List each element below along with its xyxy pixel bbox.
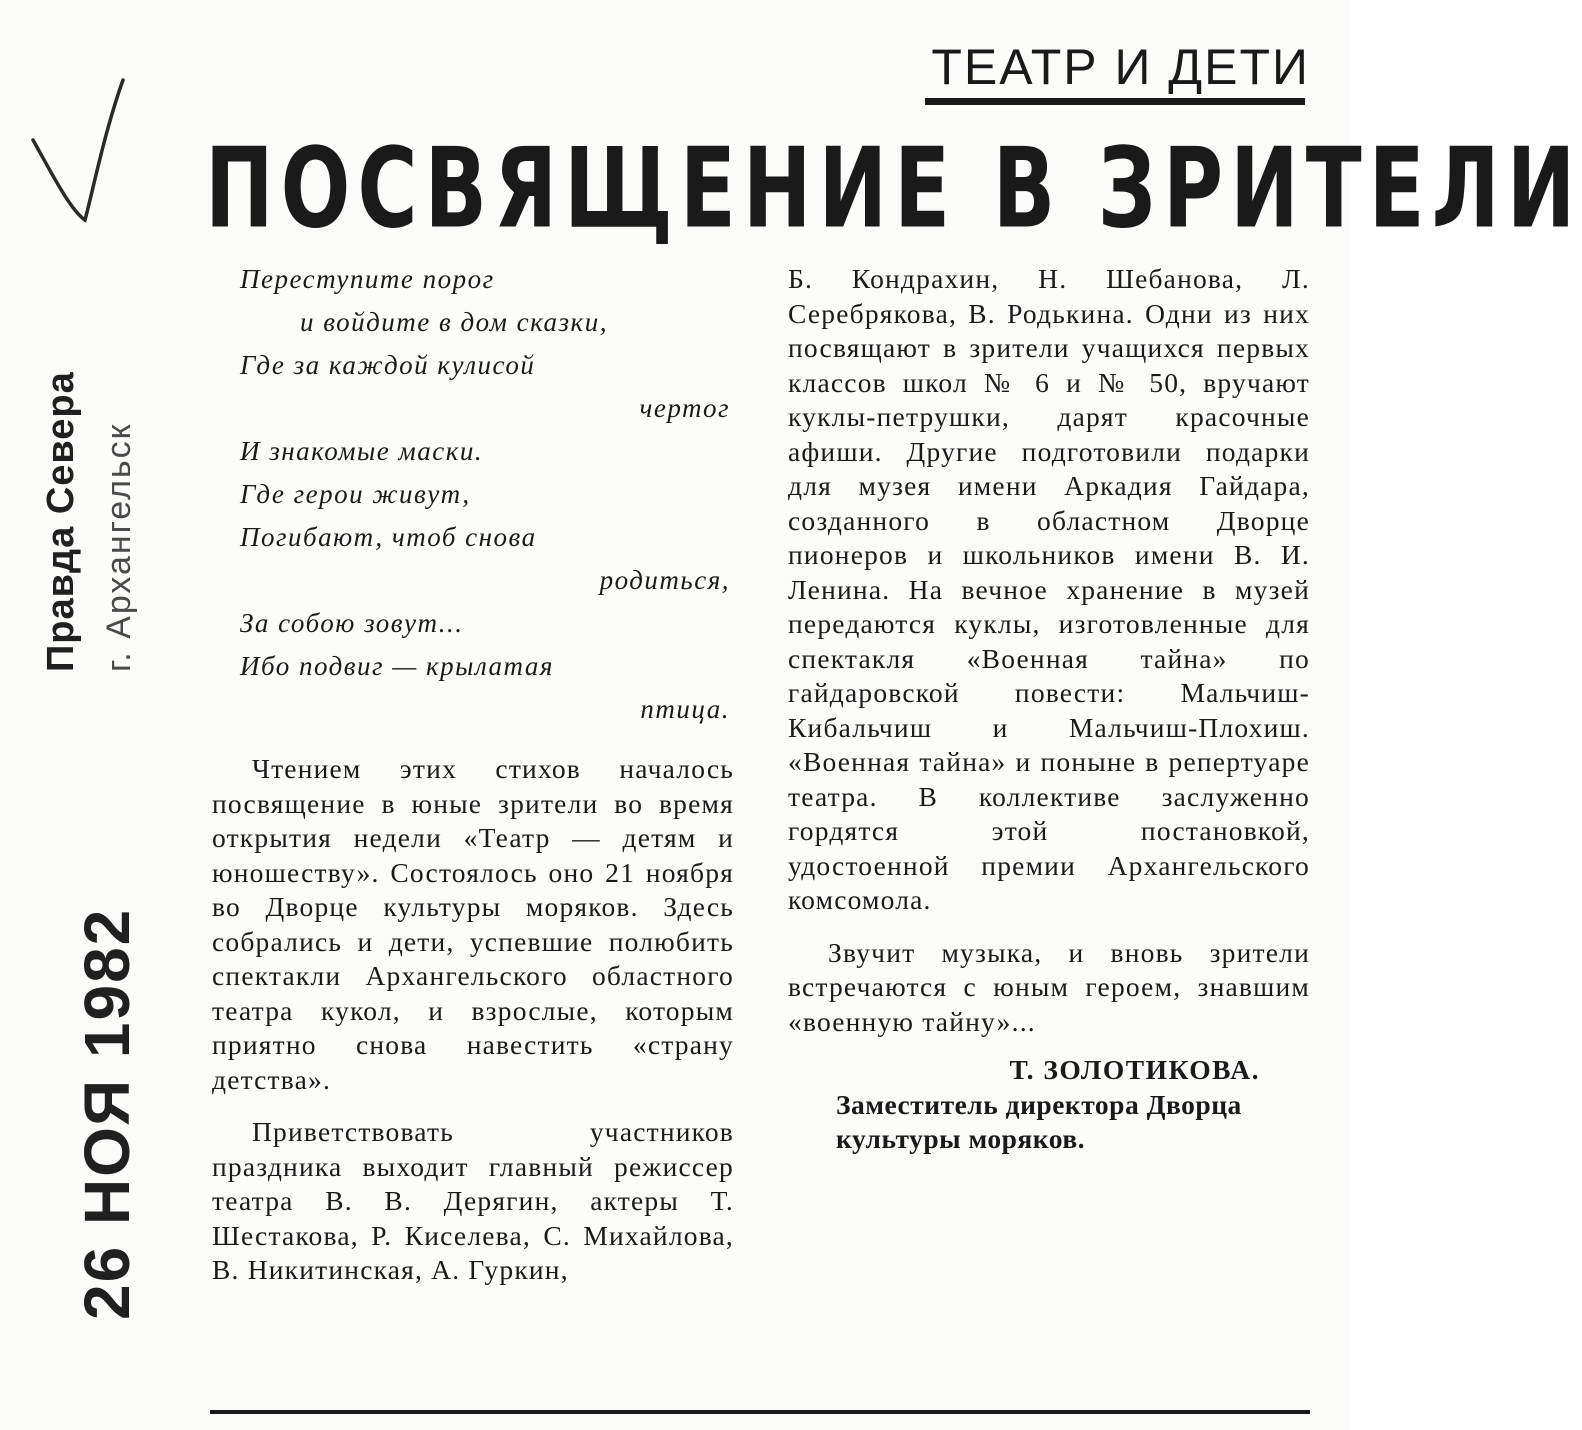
- rubric-title: ТЕАТР И ДЕТИ: [931, 39, 1310, 95]
- poem-line: Погибают, чтоб снова: [240, 522, 537, 552]
- poem-line: родиться,: [599, 565, 730, 595]
- bottom-divider: [210, 1410, 1310, 1414]
- newspaper-name-stamp: Правда Севера: [40, 371, 82, 672]
- date-stamp: 26 НОЯ 1982: [71, 907, 143, 1320]
- handwritten-checkmark: [25, 70, 125, 220]
- epigraph-poem: [240, 258, 730, 731]
- article-paragraph: Б. Кондрахин, Н. Шебанова, Л. Серебрякова, В. Родькина. Одни из них посвящают в зрители учащихся первых классов школ № 6 и № 50, вручают куклы-петрушки, дарят красочные афиши. Другие подготовили подарки для музея имени Аркадия Гайдара, созданного в областном Дворце пионеров и школьников имени В. И. Ленина. На вечное хранение в музей передаются куклы, изготовленные для спектакля «Военная тайна» по гайдаровской повести: Мальчиш-Кибальчиш и Мальчиш-Плохиш. «Военная тайна» и поныне в репертуаре театра. В коллективе заслуженно гордятся этой постановкой, удостоенной премии Архангельского комсомола.: [788, 263, 1310, 915]
- article-paragraph: Звучит музыка, и вновь зрители встречаются с юным героем, знавшим «военную тайну»...: [788, 936, 1310, 1037]
- poem-line: Переступите порог: [240, 264, 495, 294]
- rubric-underline: [925, 98, 1305, 105]
- poem-line: И знакомые маски.: [240, 436, 484, 466]
- poem-line: Ибо подвиг — крылатая: [240, 651, 554, 681]
- poem-line: птица.: [640, 694, 730, 724]
- poem-line: Где за каждой кулисой: [240, 350, 536, 380]
- poem-line: и войдите в дом сказки,: [300, 307, 608, 337]
- poem-line: Где герои живут,: [240, 479, 471, 509]
- city-stamp: г. Архангельск: [100, 422, 138, 672]
- left-text-column: [212, 752, 734, 1288]
- poem-line: чертог: [639, 393, 730, 423]
- right-text-column: [788, 262, 1310, 1157]
- article-paragraph: Приветствовать участников праздника выходит главный режиссер театра В. В. Дерягин, актеры Т. Шестакова, Р. Киселева, С. Михайлова, В. Никитинская, А. Гуркин,: [212, 1116, 734, 1285]
- article-paragraph: Чтением этих стихов началось посвящение в юные зрители во время открытия недели «Театр — детям и юношеству». Состоялось оно 21 ноября во Дворце культуры моряков. Здесь собрались и дети, успевшие полюбить спектакли Архангельского областного театра кукол, и взрослые, которым приятно снова навестить «страну детства».: [212, 753, 734, 1095]
- poem-line: За собою зовут...: [240, 608, 464, 638]
- article-headline: ПОСВЯЩЕНИЕ В ЗРИТЕЛИ: [205, 125, 1582, 254]
- author-role: Заместитель директора Дворца культуры моряков.: [836, 1088, 1242, 1154]
- author-signature: Т. ЗОЛОТИКОВА.: [1009, 1054, 1260, 1085]
